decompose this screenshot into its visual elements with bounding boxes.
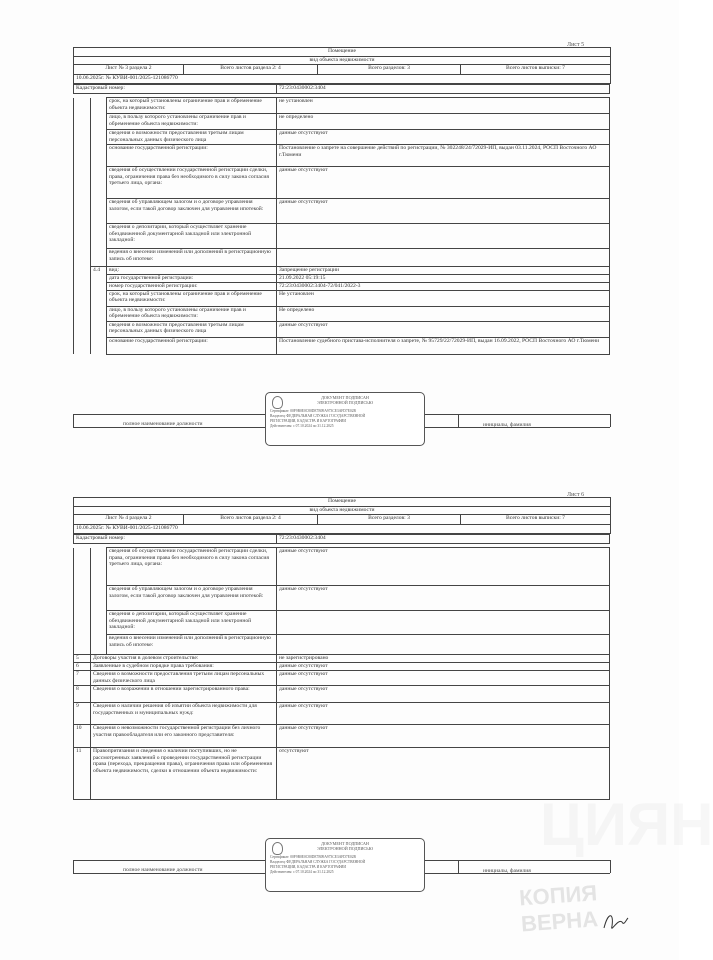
table-row bbox=[74, 635, 610, 655]
table-row bbox=[74, 548, 610, 586]
records-table bbox=[73, 547, 610, 800]
row-number bbox=[91, 114, 107, 130]
table-row bbox=[74, 686, 610, 703]
stamp-certificate: Сертификат: 00F9B0E0C80DE7B09A973CE3AFD7E02B bbox=[270, 855, 356, 859]
stamp-owner: Владелец: ФЕДЕРАЛЬНАЯ СЛУЖБА ГОСУДАРСТВЕННОЙ bbox=[270, 414, 366, 418]
row-label: Сведения о возражении в отношении зарегистрированного права: bbox=[91, 686, 277, 703]
row-label: основание государственной регистрации: bbox=[107, 337, 277, 354]
row-value: Не установлен bbox=[277, 290, 610, 306]
table-row bbox=[74, 282, 610, 290]
row-label: сведения о возможности предоставления третьим лицам персональных данных физического лица bbox=[107, 130, 277, 145]
row-number bbox=[91, 548, 107, 586]
seal-watermark: ЦИЯН bbox=[540, 791, 713, 858]
cadastral-label: Кадастровый номер: bbox=[74, 85, 277, 94]
row-number bbox=[91, 337, 107, 354]
table-row bbox=[74, 306, 610, 321]
object-type: Помещение bbox=[74, 498, 611, 507]
row-number bbox=[91, 249, 107, 267]
table-row bbox=[74, 586, 610, 611]
section-total: Всего листов раздела 2: 4 bbox=[184, 515, 318, 525]
table-row bbox=[74, 275, 610, 283]
row-label: сведения об управляющем залогом и о договоре управления залогом, если такой договор заключен для управления ипотекой: bbox=[107, 586, 277, 611]
name-caption: инициалы, фамилия bbox=[483, 422, 531, 428]
row-label: срок, на который установлены ограничение прав и обременение объекта недвижимости: bbox=[107, 290, 277, 306]
extract-total: Всего листов выписки: 7 bbox=[461, 515, 611, 525]
table-row bbox=[74, 725, 610, 748]
stamp-owner: Владелец: ФЕДЕРАЛЬНАЯ СЛУЖБА ГОСУДАРСТВЕННОЙ bbox=[270, 860, 366, 864]
section-total: Всего листов раздела 2: 4 bbox=[184, 65, 318, 75]
object-type-caption: вид объекта недвижимости bbox=[74, 507, 611, 515]
record-number: 10.06.2025г. № КУВИ-001/2025-121086770 bbox=[74, 525, 611, 534]
object-type-caption: вид объекта недвижимости bbox=[74, 57, 611, 65]
row-value: Постановление судебного пристава-исполнителя о запрете, № 95729/22/72029-ИП, выдан 16.09.2022, РОСП Восточного АО г.Тюмени bbox=[277, 337, 610, 354]
row-value: Запрещение регистрации bbox=[277, 267, 610, 275]
row-value: 21.09.2022 05:19:15 bbox=[277, 275, 610, 283]
table-row bbox=[74, 748, 610, 800]
table-row bbox=[74, 655, 610, 663]
table-row bbox=[74, 663, 610, 671]
cadastral-label: Кадастровый номер: bbox=[74, 535, 277, 544]
table-row bbox=[74, 671, 610, 686]
row-label: Договоры участия в долевом строительстве: bbox=[91, 655, 277, 663]
row-value: не определено bbox=[277, 114, 610, 130]
table-row bbox=[74, 703, 610, 725]
row-number: 8 bbox=[74, 686, 91, 703]
signature-block bbox=[73, 392, 610, 452]
row-label: ведения о внесении изменений или дополнений в регистрационную запись об ипотеке: bbox=[107, 249, 277, 267]
row-number bbox=[91, 145, 107, 167]
stamp-subtitle: ЭЛЕКТРОННОЙ ПОДПИСЬЮ bbox=[316, 400, 374, 405]
row-value: отсутствуют bbox=[277, 748, 610, 800]
electronic-signature-stamp bbox=[265, 838, 425, 892]
table-row bbox=[74, 114, 610, 130]
sheet-number: Лист 5 bbox=[567, 42, 585, 48]
stamp-title: ДОКУМЕНТ ПОДПИСАН bbox=[321, 395, 369, 400]
position-caption: полное наименование должности bbox=[123, 421, 203, 427]
stamp-subtitle: ЭЛЕКТРОННОЙ ПОДПИСЬЮ bbox=[316, 846, 374, 851]
row-number bbox=[91, 635, 107, 655]
row-label: сведения о депозитарии, который осуществляет хранение обездвиженной документарной закладной или электронной закладной: bbox=[107, 224, 277, 249]
row-number: 11 bbox=[74, 748, 91, 800]
row-label: Сведения о наличии решения об изъятии объекта недвижимости для государственных и муниципальных нужд: bbox=[91, 703, 277, 725]
row-number bbox=[91, 321, 107, 337]
row-label: Сведения о возможности предоставления третьим лицам персональных данных физического лица bbox=[91, 671, 277, 686]
row-number: 7 bbox=[74, 671, 91, 686]
position-caption: полное наименование должности bbox=[123, 867, 203, 873]
cadastral-value: 72:23:0430002:3404 bbox=[277, 85, 610, 94]
table-row bbox=[74, 249, 610, 267]
row-value: не зарегистрировано bbox=[277, 655, 610, 663]
row-number: 9 bbox=[74, 703, 91, 725]
sections-total: Всего разделов: 3 bbox=[318, 515, 461, 525]
row-label: ведения о внесении изменений или дополнений в регистрационную запись об ипотеке: bbox=[107, 635, 277, 655]
row-number: 4.4 bbox=[91, 267, 107, 275]
stamp-owner-cont: РЕГИСТРАЦИИ, КАДАСТРА И КАРТОГРАФИИ bbox=[270, 865, 346, 869]
stamp-validity: Действителен: с 07.10.2024 по 31.12.2025 bbox=[270, 424, 334, 428]
row-number bbox=[91, 130, 107, 145]
row-number bbox=[91, 199, 107, 224]
copy-certified-stamp: КОПИЯ ВЕРНА bbox=[518, 880, 599, 937]
row-number bbox=[91, 98, 107, 114]
stamp-owner-cont: РЕГИСТРАЦИИ, КАДАСТРА И КАРТОГРАФИИ bbox=[270, 419, 346, 423]
row-value: данные отсутствуют bbox=[277, 130, 610, 145]
row-number bbox=[91, 586, 107, 611]
emblem-icon bbox=[272, 396, 283, 409]
row-number bbox=[91, 167, 107, 199]
row-label: Заявленные в судебном порядке права требования: bbox=[91, 663, 277, 671]
row-number bbox=[91, 290, 107, 306]
section-sheet: Лист № 4 раздела 2 bbox=[74, 515, 184, 525]
row-number bbox=[91, 306, 107, 321]
row-value: данные отсутствуют bbox=[277, 586, 610, 611]
object-type: Помещение bbox=[74, 48, 611, 57]
section-sheet: Лист № 3 раздела 2 bbox=[74, 65, 184, 75]
row-value: данные отсутствуют bbox=[277, 725, 610, 748]
row-value: данные отсутствуют bbox=[277, 199, 610, 224]
row-value: данные отсутствуют bbox=[277, 167, 610, 199]
table-row bbox=[74, 145, 610, 167]
table-row bbox=[74, 130, 610, 145]
cadastral-table bbox=[73, 84, 610, 94]
row-value: данные отсутствуют bbox=[277, 671, 610, 686]
table-row bbox=[74, 267, 610, 275]
electronic-signature-stamp bbox=[265, 392, 425, 446]
row-label: номер государственной регистрации: bbox=[107, 282, 277, 290]
row-label: лицо, в пользу которого установлены ограничение прав и обременение объекта недвижимости: bbox=[107, 306, 277, 321]
header-table bbox=[73, 47, 611, 84]
row-value bbox=[277, 224, 610, 249]
header-table bbox=[73, 497, 611, 534]
row-number bbox=[91, 282, 107, 290]
table-row bbox=[74, 98, 610, 114]
handwritten-signature bbox=[600, 908, 630, 938]
table-row bbox=[74, 321, 610, 337]
sheet-number: Лист 6 bbox=[567, 492, 585, 498]
row-value: 72:23:0430002:3404-72/041/2022-3 bbox=[277, 282, 610, 290]
row-number: 5 bbox=[74, 655, 91, 663]
row-value: Не определено bbox=[277, 306, 610, 321]
name-caption: инициалы, фамилия bbox=[483, 868, 531, 874]
row-label: Сведения о невозможности государственной регистрации без личного участия правообладателя или его законного представителя: bbox=[91, 725, 277, 748]
cadastral-value: 72:23:0430002:3404 bbox=[277, 535, 610, 544]
row-label: сведения об осуществлении государственной регистрации сделки, права, ограничения права без необходимого в силу закона согласия третьего лица, органа: bbox=[107, 167, 277, 199]
row-number bbox=[91, 611, 107, 635]
sections-total: Всего разделов: 3 bbox=[318, 65, 461, 75]
row-label: лицо, в пользу которого установлены ограничение прав и обременение объекта недвижимости: bbox=[107, 114, 277, 130]
records-table bbox=[73, 97, 610, 355]
cadastral-table bbox=[73, 534, 610, 544]
table-row bbox=[74, 611, 610, 635]
table-row bbox=[74, 167, 610, 199]
stamp-certificate: Сертификат: 00F9B0E0C80DE7B09A973CE3AFD7E02B bbox=[270, 409, 356, 413]
row-value: данные отсутствуют bbox=[277, 686, 610, 703]
emblem-icon bbox=[272, 842, 283, 855]
extract-total: Всего листов выписки: 7 bbox=[461, 65, 611, 75]
table-row bbox=[74, 290, 610, 306]
row-number bbox=[91, 224, 107, 249]
row-label: сведения о возможности предоставления третьим лицам персональных данных физического лица bbox=[107, 321, 277, 337]
row-value: данные отсутствуют bbox=[277, 703, 610, 725]
row-value bbox=[277, 611, 610, 635]
row-label: сведения о депозитарии, который осуществляет хранение обездвиженной документарной закладной или электронной закладной: bbox=[107, 611, 277, 635]
row-label: срок, на который установлены ограничение прав и обременение объекта недвижимости: bbox=[107, 98, 277, 114]
row-number: 10 bbox=[74, 725, 91, 748]
row-value: данные отсутствуют bbox=[277, 663, 610, 671]
row-number: 6 bbox=[74, 663, 91, 671]
table-row bbox=[74, 199, 610, 224]
row-value: данные отсутствуют bbox=[277, 321, 610, 337]
row-label: сведения об управляющем залогом и о договоре управления залогом, если такой договор заключен для управления ипотекой: bbox=[107, 199, 277, 224]
table-row bbox=[74, 337, 610, 354]
table-row bbox=[74, 224, 610, 249]
row-value: данные отсутствуют bbox=[277, 548, 610, 586]
stamp-title: ДОКУМЕНТ ПОДПИСАН bbox=[321, 841, 369, 846]
row-value bbox=[277, 635, 610, 655]
row-label: вид: bbox=[107, 267, 277, 275]
row-value: не установлен bbox=[277, 98, 610, 114]
row-number bbox=[91, 275, 107, 283]
row-label: Правопритязания и сведения о наличии поступивших, но не рассмотренных заявлений о проведении государственной регистрации права (перехода, прекращения права), ограничения права или обременения объекта недвижимости, сделки в отношении объекта недвижимости: bbox=[91, 748, 277, 800]
row-label: дата государственной регистрации: bbox=[107, 275, 277, 283]
row-label: сведения об осуществлении государственной регистрации сделки, права, ограничения права без необходимого в силу закона согласия третьего лица, органа: bbox=[107, 548, 277, 586]
record-number: 10.06.2025г. № КУВИ-001/2025-121086770 bbox=[74, 75, 611, 84]
row-value bbox=[277, 249, 610, 267]
row-value: Постановление о запрете на совершение действий по регистрации, № 302248/24/72029-ИП, выдан 03.11.2024, РОСП Восточного АО г.Тюмени bbox=[277, 145, 610, 167]
stamp-validity: Действителен: с 07.10.2024 по 31.12.2025 bbox=[270, 870, 334, 874]
row-label: основание государственной регистрации: bbox=[107, 145, 277, 167]
